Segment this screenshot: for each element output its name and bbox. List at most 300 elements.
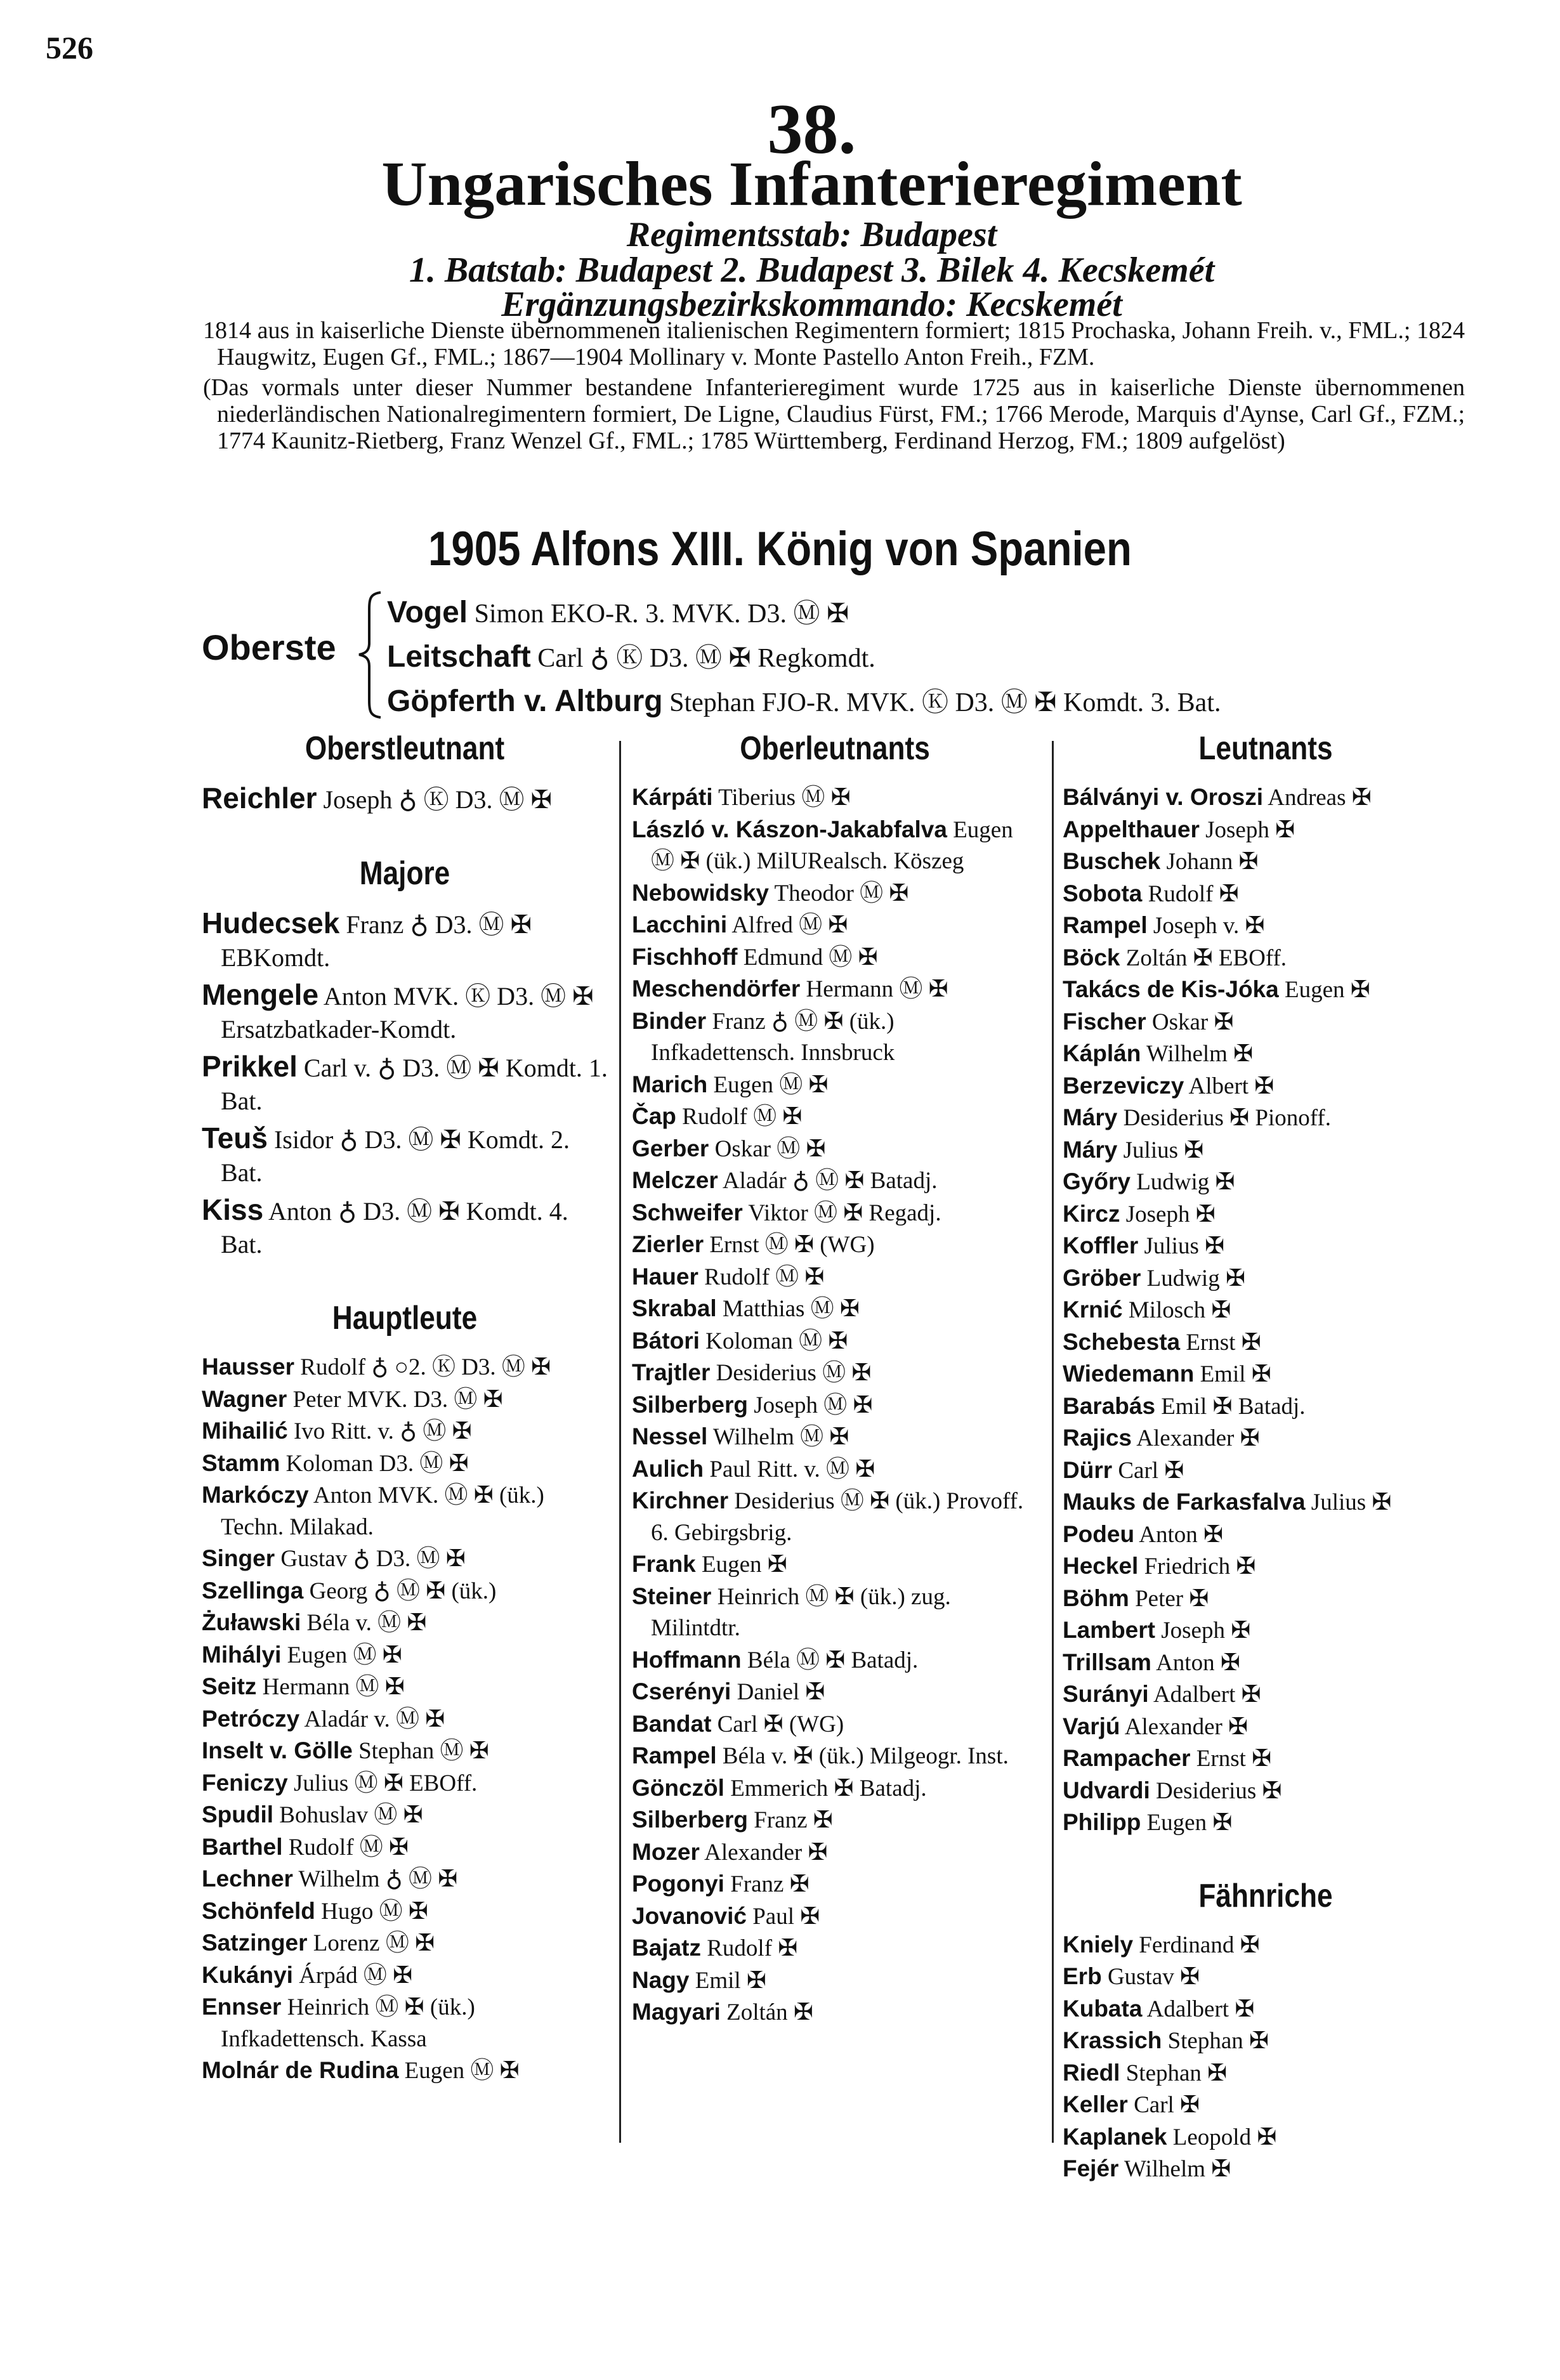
officer-name: Molnár de Rudina [202, 2057, 399, 2083]
officer-details: Koloman D3. Ⓜ ✠ [285, 1450, 469, 1477]
column-oberleutnants [632, 729, 1038, 2029]
officer-name: Gröber [1063, 1264, 1141, 1291]
officer-name: Nessel [632, 1423, 708, 1449]
officer-details: Tiberius Ⓜ ✠ [718, 785, 851, 811]
officer-details: Carl ✠ [1118, 1457, 1184, 1484]
list-item [1063, 1230, 1469, 1262]
officer-name: Gerber [632, 1135, 709, 1161]
list-item [632, 1900, 1038, 1933]
officer-details: Desiderius ✠ [1156, 1777, 1282, 1804]
officer-name: Binder [632, 1007, 707, 1034]
section-heading: Hauptleute [332, 1300, 478, 1337]
list-item [632, 1325, 1038, 1357]
officer-name: Wagner [202, 1385, 287, 1412]
officer-name: Frank [632, 1551, 696, 1577]
list-item [1063, 781, 1469, 814]
list-item [632, 941, 1038, 974]
officer-details: Franz ♁ D3. Ⓜ ✠ EBKomdt. [221, 910, 532, 972]
officer-name: Máry [1063, 1104, 1118, 1130]
officer-name: Seitz [202, 1673, 257, 1699]
list-item [1063, 1583, 1469, 1615]
list-item [1063, 1743, 1469, 1775]
officer-details: Georg ♁ Ⓜ ✠ (ük.) [309, 1578, 497, 1604]
list-item [202, 1050, 608, 1118]
list-item [202, 1735, 608, 1767]
column-divider [619, 741, 621, 2143]
officer-details: Joseph Ⓜ ✠ [754, 1392, 873, 1418]
officer-details: Rudolf ✠ [707, 1935, 798, 1961]
officer-details: Joseph ✠ [1161, 1618, 1251, 1644]
officer-name: Sobota [1063, 880, 1143, 906]
officer-details: Oskar ✠ [1151, 1009, 1234, 1035]
officer-details: Franz ✠ [730, 1871, 809, 1897]
officer-name: Steiner [632, 1583, 712, 1609]
officer-details: Lorenz Ⓜ ✠ [313, 1930, 435, 1956]
list-item [632, 1676, 1038, 1708]
list-item [202, 1607, 608, 1639]
officer-name: Kirchner [632, 1488, 729, 1514]
officer-name: Teuš [202, 1121, 268, 1154]
officer-name: Gönczöl [632, 1774, 724, 1801]
list-item [1063, 1358, 1469, 1390]
officer-details: Heinrich Ⓜ ✠ (ük.) zug. Milintdtr. [651, 1583, 951, 1641]
page-title: Ungarisches Infanterieregiment [381, 148, 1242, 219]
oberleutnants-list [632, 781, 1038, 2029]
officer-name: Feniczy [202, 1769, 288, 1796]
regiment-owner: 1905 Alfons XIII. König von Spanien [428, 522, 1132, 576]
officer-name: Trillsam [1063, 1649, 1151, 1675]
officer-name: Bátori [632, 1327, 700, 1354]
officer-details: Carl ♁ Ⓚ D3. Ⓜ ✠ Regkomdt. [537, 644, 875, 673]
list-item [202, 1415, 608, 1448]
officer-details: Béla Ⓜ ✠ Batadj. [747, 1647, 919, 1673]
list-item [1063, 1070, 1469, 1102]
section-heading: Oberstleutnant [305, 730, 505, 767]
list-item [1063, 1519, 1469, 1551]
officer-name: Barabás [1063, 1392, 1156, 1419]
officer-details: Hugo Ⓜ ✠ [321, 1898, 428, 1925]
list-item [202, 2055, 608, 2087]
list-item [632, 781, 1038, 814]
officer-name: Dürr [1063, 1456, 1113, 1483]
officer-details: Joseph ✠ [1125, 1201, 1216, 1227]
officer-details: Joseph ♁ Ⓚ D3. Ⓜ ✠ [323, 785, 553, 814]
list-item [387, 636, 1221, 680]
officer-name: Ennser [202, 1994, 282, 2020]
list-item [1063, 1102, 1469, 1134]
list-item [632, 1965, 1038, 1997]
officer-name: Schweifer [632, 1199, 743, 1226]
officer-details: Rudolf Ⓜ ✠ [682, 1104, 803, 1130]
list-item [202, 1703, 608, 1736]
officer-name: Mozer [632, 1838, 700, 1865]
history-paragraph: 1814 aus in kaiserliche Dienste übernommenen italienischen Regimentern formiert; 1815 Prochaska, Johann Freih. v., FML.; 1824 Haugwitz, Eugen Gf., FML.; 1867—1904 Mollinary v. Monte Pastello Anton Freih., FZM. [203, 317, 1465, 370]
section-heading: Majore [359, 855, 450, 892]
recruiting-district-line: Ergänzungsbezirkskommando: Kecskemét [501, 285, 1122, 324]
list-item [202, 1831, 608, 1864]
list-item [202, 1448, 608, 1480]
list-item [1063, 2153, 1469, 2185]
list-item [1063, 1294, 1469, 1326]
list-item [202, 1895, 608, 1928]
page-number: 526 [46, 30, 93, 65]
officer-details: Oskar Ⓜ ✠ [714, 1135, 826, 1162]
list-item [632, 1581, 1038, 1644]
officer-name: Singer [202, 1545, 275, 1571]
list-item [632, 814, 1038, 877]
regimental-staff-line: Regimentsstab: Budapest [626, 215, 997, 254]
officer-name: Böhm [1063, 1585, 1129, 1611]
officer-name: Kiss [202, 1193, 264, 1226]
list-item [1063, 846, 1469, 878]
officer-details: Stephan ✠ [1125, 2060, 1228, 2086]
officer-details: Johann ✠ [1166, 849, 1259, 875]
officer-details: Rudolf ♁ ○2. Ⓚ D3. Ⓜ ✠ [300, 1354, 551, 1380]
list-item [202, 1121, 608, 1189]
officer-details: Eugen Ⓜ ✠ [404, 2058, 520, 2084]
officer-details: Ferdinand ✠ [1139, 1932, 1260, 1958]
officer-name: Lacchini [632, 912, 728, 938]
officer-name: Pogonyi [632, 1871, 724, 1897]
officer-details: Béla v. ✠ (ük.) Milgeogr. Inst. [722, 1743, 1009, 1769]
list-item [202, 1767, 608, 1800]
list-item [1063, 1486, 1469, 1519]
officer-name: Żuławski [202, 1609, 301, 1635]
officer-name: Philipp [1063, 1809, 1141, 1835]
officer-name: Trajtler [632, 1359, 711, 1385]
officer-details: Rudolf Ⓜ ✠ [288, 1834, 409, 1860]
list-item [1063, 1198, 1469, 1231]
officer-name: Udvardi [1063, 1777, 1150, 1803]
officer-details: Alexander ✠ [704, 1839, 828, 1866]
list-item [1063, 1711, 1469, 1743]
officer-details: Milosch ✠ [1128, 1297, 1231, 1323]
officer-details: Wilhelm ✠ [1146, 1041, 1254, 1067]
list-item [202, 1639, 608, 1671]
officer-details: Friedrich ✠ [1144, 1553, 1256, 1579]
list-item [202, 1479, 608, 1543]
list-item [1063, 1614, 1469, 1647]
officer-details: Ivo Ritt. v. ♁ Ⓜ ✠ [293, 1418, 472, 1444]
officer-details: Aladár ♁ Ⓜ ✠ Batadj. [722, 1168, 938, 1194]
list-item [632, 1101, 1038, 1133]
section-heading: Leutnants [1198, 730, 1333, 767]
officer-name: Melczer [632, 1167, 718, 1193]
officer-details: Rudolf ✠ [1148, 880, 1239, 907]
officer-details: Béla v. Ⓜ ✠ [306, 1610, 427, 1636]
officer-details: Zoltán ✠ EBOff. [1125, 945, 1287, 971]
section-heading: Fähnriche [1198, 1877, 1333, 1914]
officer-details: Anton MVK. Ⓚ D3. Ⓜ ✠ Ersatzbatkader-Komdt. [221, 982, 594, 1043]
fahnriche-list [1063, 1929, 1469, 2185]
list-item [632, 1996, 1038, 2029]
column-divider [1052, 741, 1054, 2143]
officer-details: Desiderius Ⓜ ✠ (ük.) Provoff. 6. Gebirgsbrig. [651, 1488, 1024, 1546]
list-item [1063, 1326, 1469, 1359]
officer-details: Stephan Ⓜ ✠ [358, 1738, 489, 1764]
list-item [1063, 1038, 1469, 1070]
officer-name: Göpferth v. Altburg [387, 684, 663, 718]
officer-name: Kircz [1063, 1200, 1120, 1227]
list-item [632, 1548, 1038, 1581]
officer-details: Joseph ✠ [1205, 816, 1295, 843]
officer-details: Gustav ✠ [1107, 1964, 1200, 1990]
officer-name: Meschendörfer [632, 976, 801, 1002]
list-item [202, 906, 608, 974]
officer-name: Böck [1063, 944, 1120, 971]
list-item [1063, 1678, 1469, 1711]
officer-name: Varjú [1063, 1713, 1120, 1739]
list-item [202, 1799, 608, 1831]
officer-name: Wiedemann [1063, 1361, 1195, 1387]
officer-details: Aladár v. Ⓜ ✠ [304, 1706, 445, 1732]
officer-details: Alexander ✠ [1124, 1713, 1249, 1740]
list-item [1063, 2057, 1469, 2089]
list-item [1063, 1262, 1469, 1295]
regiment-history [203, 317, 1465, 458]
oberstleutnant-list [202, 781, 608, 816]
officer-name: Bajatz [632, 1935, 701, 1961]
officer-name: Magyari [632, 1999, 721, 2025]
officer-details: Daniel ✠ [737, 1679, 825, 1705]
list-item [632, 1165, 1038, 1197]
officer-details: Theodor Ⓜ ✠ [774, 880, 909, 906]
officer-details: Adalbert ✠ [1153, 1682, 1261, 1708]
officer-name: Koffler [1063, 1232, 1139, 1259]
list-item [632, 1261, 1038, 1293]
officer-details: Paul Ritt. v. Ⓜ ✠ [709, 1456, 875, 1482]
officer-details: Albert ✠ [1188, 1073, 1275, 1099]
list-item [632, 1453, 1038, 1486]
officer-details: Simon EKO-R. 3. MVK. D3. Ⓜ ✠ [474, 599, 849, 629]
officer-name: Skrabal [632, 1295, 717, 1321]
officer-name: Szellinga [202, 1577, 304, 1604]
list-item [632, 1197, 1038, 1229]
officer-details: Ernst ✠ [1186, 1329, 1261, 1356]
list-item [1063, 1929, 1469, 1961]
officer-name: Máry [1063, 1136, 1118, 1163]
officer-name: Mauks de Farkasfalva [1063, 1489, 1306, 1515]
officer-details: Isidor ♁ D3. Ⓜ ✠ Komdt. 2. Bat. [221, 1125, 570, 1187]
officer-details: Carl ✠ (WG) [717, 1711, 844, 1737]
officer-details: Árpád Ⓜ ✠ [299, 1962, 413, 1989]
officer-name: Győry [1063, 1168, 1131, 1194]
officer-details: Viktor Ⓜ ✠ Regadj. [748, 1200, 941, 1226]
list-item [632, 1421, 1038, 1453]
list-item [632, 909, 1038, 941]
list-item [632, 1293, 1038, 1325]
list-item [1063, 878, 1469, 910]
officer-details: Rudolf Ⓜ ✠ [704, 1264, 825, 1290]
list-item [632, 973, 1038, 1005]
officer-name: Rajics [1063, 1425, 1132, 1451]
regiment-number: 38. [767, 90, 856, 169]
officer-details: Peter MVK. D3. Ⓜ ✠ [292, 1386, 503, 1413]
curly-brace [355, 590, 384, 720]
officer-details: Hermann Ⓜ ✠ [806, 976, 948, 1002]
officer-details: Wilhelm Ⓜ ✠ [712, 1424, 849, 1450]
battalion-staffs-line: 1. Batstab: Budapest 2. Budapest 3. Bilek 4. Kecskemét [409, 251, 1215, 290]
list-item [632, 1357, 1038, 1389]
list-item [632, 1389, 1038, 1422]
officer-name: Hausser [202, 1354, 295, 1380]
column-leutnants [1063, 729, 1469, 2185]
officer-name: Mengele [202, 978, 319, 1011]
officer-name: Schebesta [1063, 1328, 1181, 1355]
officer-details: Zoltán ✠ [726, 1999, 813, 2025]
officer-name: Bandat [632, 1710, 712, 1737]
list-item [1063, 1807, 1469, 1839]
officer-details: Franz ✠ [754, 1807, 833, 1833]
officer-details: Bohuslav Ⓜ ✠ [279, 1802, 423, 1828]
column-senior-officers [202, 729, 608, 2087]
officer-details: Leopold ✠ [1172, 2124, 1277, 2150]
list-item [1063, 1455, 1469, 1487]
list-item [632, 1868, 1038, 1900]
officer-name: Prikkel [202, 1050, 298, 1083]
officer-name: Podeu [1063, 1520, 1135, 1547]
officer-details: Peter ✠ [1135, 1585, 1209, 1612]
list-item [1063, 1647, 1469, 1679]
officer-name: Inselt v. Gölle [202, 1737, 353, 1763]
officer-name: Appelthauer [1063, 816, 1200, 842]
officer-details: Koloman Ⓜ ✠ [705, 1328, 848, 1354]
officer-name: Keller [1063, 2091, 1128, 2117]
officer-name: Silberberg [632, 1807, 748, 1833]
list-item [632, 877, 1038, 910]
list-item [1063, 974, 1469, 1006]
officer-details: Stephan ✠ [1167, 2028, 1269, 2054]
officer-details: Ludwig ✠ [1146, 1265, 1245, 1291]
officer-name: Káplán [1063, 1040, 1141, 1066]
officer-name: Takács de Kis-Jóka [1063, 976, 1279, 1002]
officer-name: Rampel [1063, 912, 1148, 938]
list-item [1063, 1166, 1469, 1198]
officer-name: Kniely [1063, 1931, 1134, 1958]
list-item [202, 1927, 608, 1959]
officer-name: Kubata [1063, 1995, 1143, 2022]
list-item [1063, 1993, 1469, 2025]
officer-name: Jovanović [632, 1902, 747, 1929]
officer-details: Anton ✠ [1156, 1649, 1240, 1676]
officer-name: Krassich [1063, 2027, 1162, 2053]
list-item [632, 1133, 1038, 1165]
officer-name: Marich [632, 1071, 708, 1097]
officer-name: Kaplanek [1063, 2123, 1167, 2150]
list-item [632, 1804, 1038, 1836]
officer-name: Berzeviczy [1063, 1072, 1184, 1099]
officer-name: Buschek [1063, 848, 1161, 874]
list-item [202, 1863, 608, 1895]
officer-name: Hoffmann [632, 1646, 742, 1673]
officer-details: Desiderius ✠ Pionoff. [1123, 1105, 1331, 1131]
officer-name: László v. Kászon-Jakabfalva [632, 816, 947, 842]
officer-details: Edmund Ⓜ ✠ [743, 944, 878, 971]
officer-details: Anton ♁ D3. Ⓜ ✠ Komdt. 4. Bat. [221, 1197, 568, 1259]
list-item [202, 1575, 608, 1607]
list-item [632, 1644, 1038, 1677]
officer-details: Emil ✠ [1200, 1361, 1271, 1387]
list-item [1063, 1961, 1469, 1993]
officer-name: Fischer [1063, 1008, 1146, 1035]
officer-name: Mihályi [202, 1641, 282, 1668]
list-item [202, 1351, 608, 1383]
officer-name: Aulich [632, 1455, 704, 1482]
officer-details: Franz ♁ Ⓜ ✠ (ük.) Infkadettensch. Innsbruck [651, 1008, 895, 1066]
list-item [1063, 814, 1469, 846]
officer-name: Lambert [1063, 1617, 1155, 1643]
officer-details: Emil ✠ [695, 1967, 766, 1994]
list-item [202, 1991, 608, 2055]
list-item [632, 1485, 1038, 1548]
list-item [632, 1005, 1038, 1069]
officer-details: Ludwig ✠ [1136, 1169, 1235, 1195]
list-item [202, 1383, 608, 1416]
majore-list [202, 906, 608, 1261]
officer-name: Rampel [632, 1743, 717, 1769]
officer-details: Wilhelm ✠ [1124, 2156, 1231, 2182]
officer-name: Rampacher [1063, 1745, 1191, 1771]
officer-details: Hermann Ⓜ ✠ [262, 1674, 405, 1700]
officer-name: Hudecsek [202, 906, 340, 939]
officer-name: Spudil [202, 1801, 274, 1828]
officer-name: Cserényi [632, 1678, 731, 1704]
officer-details: Eugen ✠ [1284, 977, 1370, 1003]
officer-details: Julius Ⓜ ✠ EBOff. [293, 1770, 478, 1796]
officer-name: Vogel [387, 596, 468, 629]
officer-name: Markóczy [202, 1482, 309, 1508]
officer-name: Hauer [632, 1263, 698, 1290]
list-item [202, 1959, 608, 1992]
officer-name: Silberberg [632, 1391, 748, 1418]
section-heading: Oberleutnants [740, 730, 930, 767]
officer-name: Riedl [1063, 2059, 1120, 2086]
officer-name: Schönfeld [202, 1897, 315, 1924]
officer-details: Alexander ✠ [1136, 1425, 1260, 1451]
officer-name: Satzinger [202, 1930, 308, 1956]
officer-details: Stephan FJO-R. MVK. Ⓚ D3. Ⓜ ✠ Komdt. 3. Bat. [669, 688, 1221, 717]
officer-name: Krnić [1063, 1297, 1123, 1323]
officer-details: Anton ✠ [1139, 1521, 1224, 1548]
officer-name: Leitschaft [387, 640, 531, 674]
officer-details: Carl ✠ [1134, 2092, 1200, 2118]
officer-details: Julius ✠ [1311, 1489, 1392, 1515]
list-item [202, 1543, 608, 1575]
officer-details: Desiderius Ⓜ ✠ [716, 1360, 872, 1386]
officer-name: Zierler [632, 1231, 704, 1257]
leutnants-list [1063, 781, 1469, 1839]
oberste-list [387, 591, 1221, 724]
officer-details: Emil ✠ Batadj. [1161, 1393, 1306, 1420]
list-item [1063, 910, 1469, 942]
list-item [632, 1740, 1038, 1772]
officer-name: Fischhoff [632, 943, 738, 970]
officer-details: Gustav ♁ D3. Ⓜ ✠ [280, 1546, 466, 1572]
list-item [387, 680, 1221, 724]
list-item [1063, 942, 1469, 974]
officer-details: Eugen Ⓜ ✠ [713, 1071, 829, 1098]
officer-name: Nagy [632, 1966, 690, 1993]
officer-name: Kárpáti [632, 784, 713, 810]
officer-details: Paul ✠ [752, 1903, 820, 1930]
officer-name: Nebowidsky [632, 879, 769, 906]
officer-details: Anton MVK. Ⓜ ✠ (ük.) Techn. Milakad. [221, 1482, 544, 1540]
list-item [632, 1836, 1038, 1869]
list-item [1063, 1775, 1469, 1807]
officer-details: Eugen ✠ [702, 1552, 787, 1578]
officer-name: Stamm [202, 1449, 280, 1476]
officer-name: Heckel [1063, 1553, 1139, 1579]
